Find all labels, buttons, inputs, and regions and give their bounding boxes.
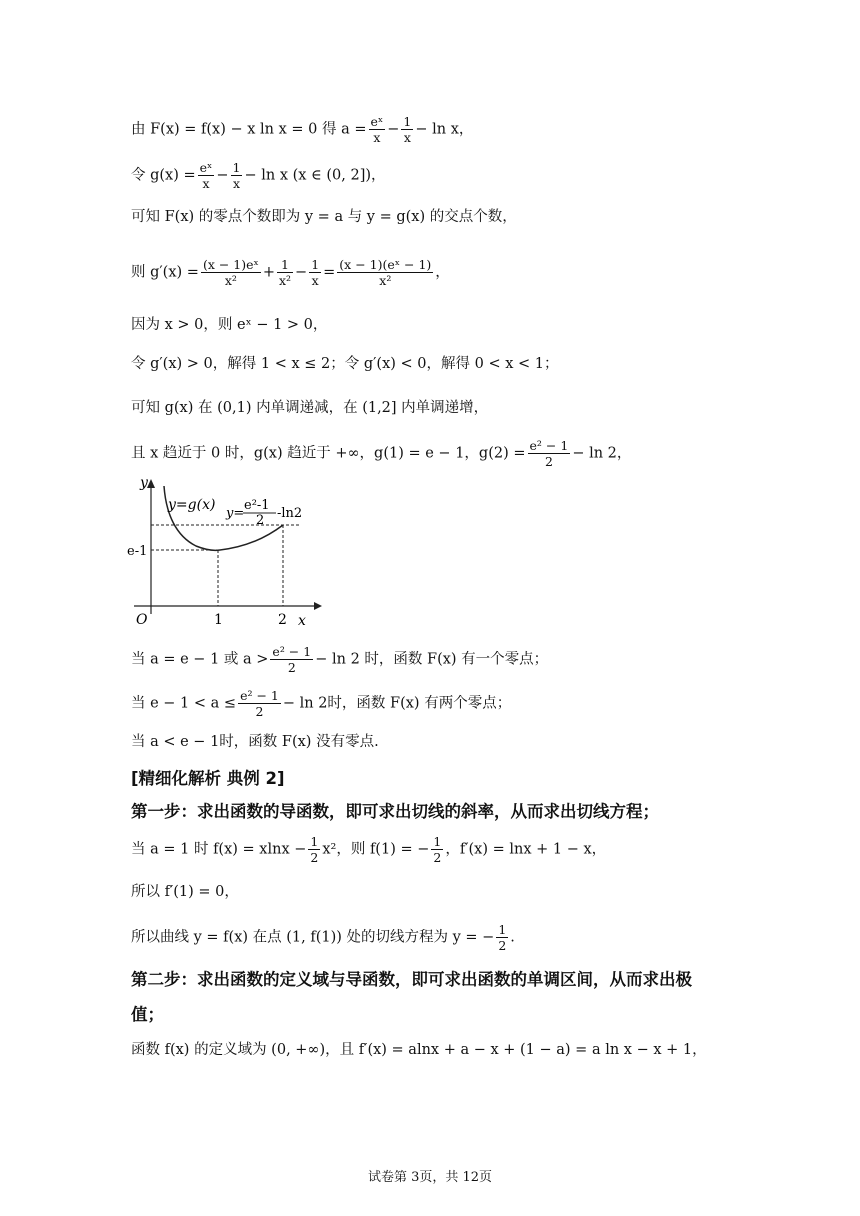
denominator: x²	[278, 273, 292, 288]
text-segment: =	[323, 264, 336, 281]
origin-label: O	[136, 612, 148, 628]
denominator: x	[309, 272, 321, 288]
text-line-8	[131, 438, 631, 469]
text-line-4	[131, 257, 450, 288]
fraction	[337, 257, 433, 288]
text-segment: 当 a = e − 1 或 a >	[131, 651, 269, 668]
denominator: 2	[528, 453, 571, 469]
numerator: 1	[433, 834, 442, 849]
text-segment: − ln 2时，函数 F(x) 有两个零点；	[282, 695, 512, 712]
text-segment: − ln 2 时，函数 F(x) 有一个零点；	[315, 651, 549, 668]
numerator: e² − 1	[529, 438, 569, 453]
text-line-9	[131, 644, 548, 675]
fraction	[231, 160, 243, 191]
text-segment: 则 g′(x) =	[131, 264, 199, 281]
fraction	[431, 834, 443, 865]
fraction	[401, 114, 413, 145]
text-segment: −	[387, 121, 400, 138]
section-heading-example: [精细化解析 典例 2]	[131, 769, 285, 788]
step-one-heading: 第一步：求出函数的导函数，即可求出切线的斜率，从而求出切线方程；	[131, 802, 659, 821]
denominator: x	[198, 175, 215, 191]
denominator: 2	[270, 659, 313, 675]
text-segment: − ln x (x ∈ (0, 2])，	[244, 167, 386, 184]
fraction	[369, 114, 386, 145]
page-footer: 试卷第 3页，共 12页	[367, 1170, 493, 1185]
hline-label-den: 2	[256, 513, 265, 528]
text-line-5: 因为 x > 0，则 eˣ − 1 > 0，	[131, 317, 328, 333]
numerator: 1	[281, 257, 289, 272]
denominator: 2	[498, 938, 507, 953]
text-segment: ，	[435, 264, 450, 281]
text-line-2	[131, 160, 386, 191]
text-line-13: 所以 f′(1) = 0，	[131, 884, 239, 900]
numerator: e² − 1	[240, 688, 279, 703]
x-axis-arrow-icon	[314, 602, 322, 610]
numerator: 1	[498, 922, 507, 937]
numerator: eˣ	[370, 114, 384, 129]
text-segment: 当 a = 1 时 f(x) = xlnx −	[131, 841, 307, 858]
text-line-14	[131, 922, 515, 953]
text-segment: − ln 2，	[572, 445, 632, 462]
curve-g	[164, 486, 283, 550]
text-segment: 由 F(x) = f(x) − x ln x = 0 得 a =	[131, 121, 367, 138]
text-segment: .	[510, 929, 515, 946]
text-line-3: 可知 F(x) 的零点个数即为 y = a 与 y = g(x) 的交点个数，	[131, 209, 517, 225]
denominator: 2	[433, 850, 442, 865]
text-segment: −	[216, 167, 229, 184]
fraction	[238, 688, 281, 719]
denominator: x	[369, 129, 386, 145]
step-two-heading-cont: 值；	[131, 1005, 164, 1024]
denominator: x²	[201, 272, 261, 288]
x-axis-label: x	[298, 613, 306, 629]
min-value-label: e-1	[127, 544, 148, 559]
text-line-10	[131, 688, 511, 719]
tick-label-2: 2	[278, 612, 287, 628]
y-axis-arrow-icon	[147, 479, 155, 488]
tick-label-1: 1	[214, 612, 223, 628]
hline-label-num: e²-1	[244, 498, 270, 513]
fraction	[198, 160, 215, 191]
numerator: 1	[311, 257, 320, 272]
text-segment: x²，则 f(1) = −	[322, 841, 430, 858]
fraction	[277, 257, 293, 288]
hline-label-prefix: y=	[226, 506, 245, 521]
numerator: 1	[310, 834, 319, 849]
text-segment: 所以曲线 y = f(x) 在点 (1, f(1)) 处的切线方程为 y = −	[131, 929, 495, 946]
fraction	[308, 834, 320, 865]
numerator: (x − 1)eˣ	[202, 257, 259, 272]
numerator: eˣ	[199, 160, 213, 175]
text-segment: −	[295, 264, 308, 281]
text-segment: 且 x 趋近于 0 时，g(x) 趋近于 +∞，g(1) = e − 1，g(2) =	[131, 445, 526, 462]
hline-label-suffix: -ln2	[277, 506, 303, 521]
numerator: e² − 1	[272, 644, 312, 659]
text-segment: − ln x，	[415, 121, 474, 138]
text-line-12	[131, 834, 606, 865]
numerator: 1	[403, 114, 412, 129]
text-segment: ，f′(x) = lnx + 1 − x，	[445, 841, 607, 858]
denominator: x	[231, 175, 243, 191]
text-line-1	[131, 114, 473, 145]
text-line-15: 函数 f(x) 的定义域为 (0, +∞)，且 f′(x) = alnx + a − x + (1 − a) = a ln x − x + 1，	[131, 1042, 707, 1058]
fraction	[528, 438, 571, 469]
denominator: 2	[238, 703, 281, 719]
y-axis-label: y	[140, 475, 148, 491]
text-segment: 令 g(x) =	[131, 167, 196, 184]
fraction	[309, 257, 321, 288]
step-two-heading: 第二步：求出函数的定义域与导函数，即可求出函数的单调区间，从而求出极	[131, 970, 692, 989]
text-segment: +	[262, 264, 275, 281]
denominator: 2	[310, 850, 319, 865]
text-line-11: 当 a < e − 1时，函数 F(x) 没有零点.	[131, 734, 379, 750]
fraction	[496, 922, 508, 953]
numerator: 1	[232, 160, 241, 175]
numerator: (x − 1)(eˣ − 1)	[339, 257, 432, 272]
fraction	[201, 257, 261, 288]
text-line-6: 令 g′(x) > 0，解得 1 < x ≤ 2；令 g′(x) < 0，解得 0 < x < 1；	[131, 356, 559, 372]
text-line-7: 可知 g(x) 在 (0,1) 内单调递减，在 (1,2] 内单调递增，	[131, 400, 489, 416]
text-segment: 当 e − 1 < a ≤	[131, 695, 237, 712]
denominator: x	[401, 129, 413, 145]
fraction	[270, 644, 313, 675]
function-graph	[126, 474, 326, 630]
denominator: x²	[337, 272, 433, 288]
curve-label: y=g(x)	[168, 497, 216, 513]
